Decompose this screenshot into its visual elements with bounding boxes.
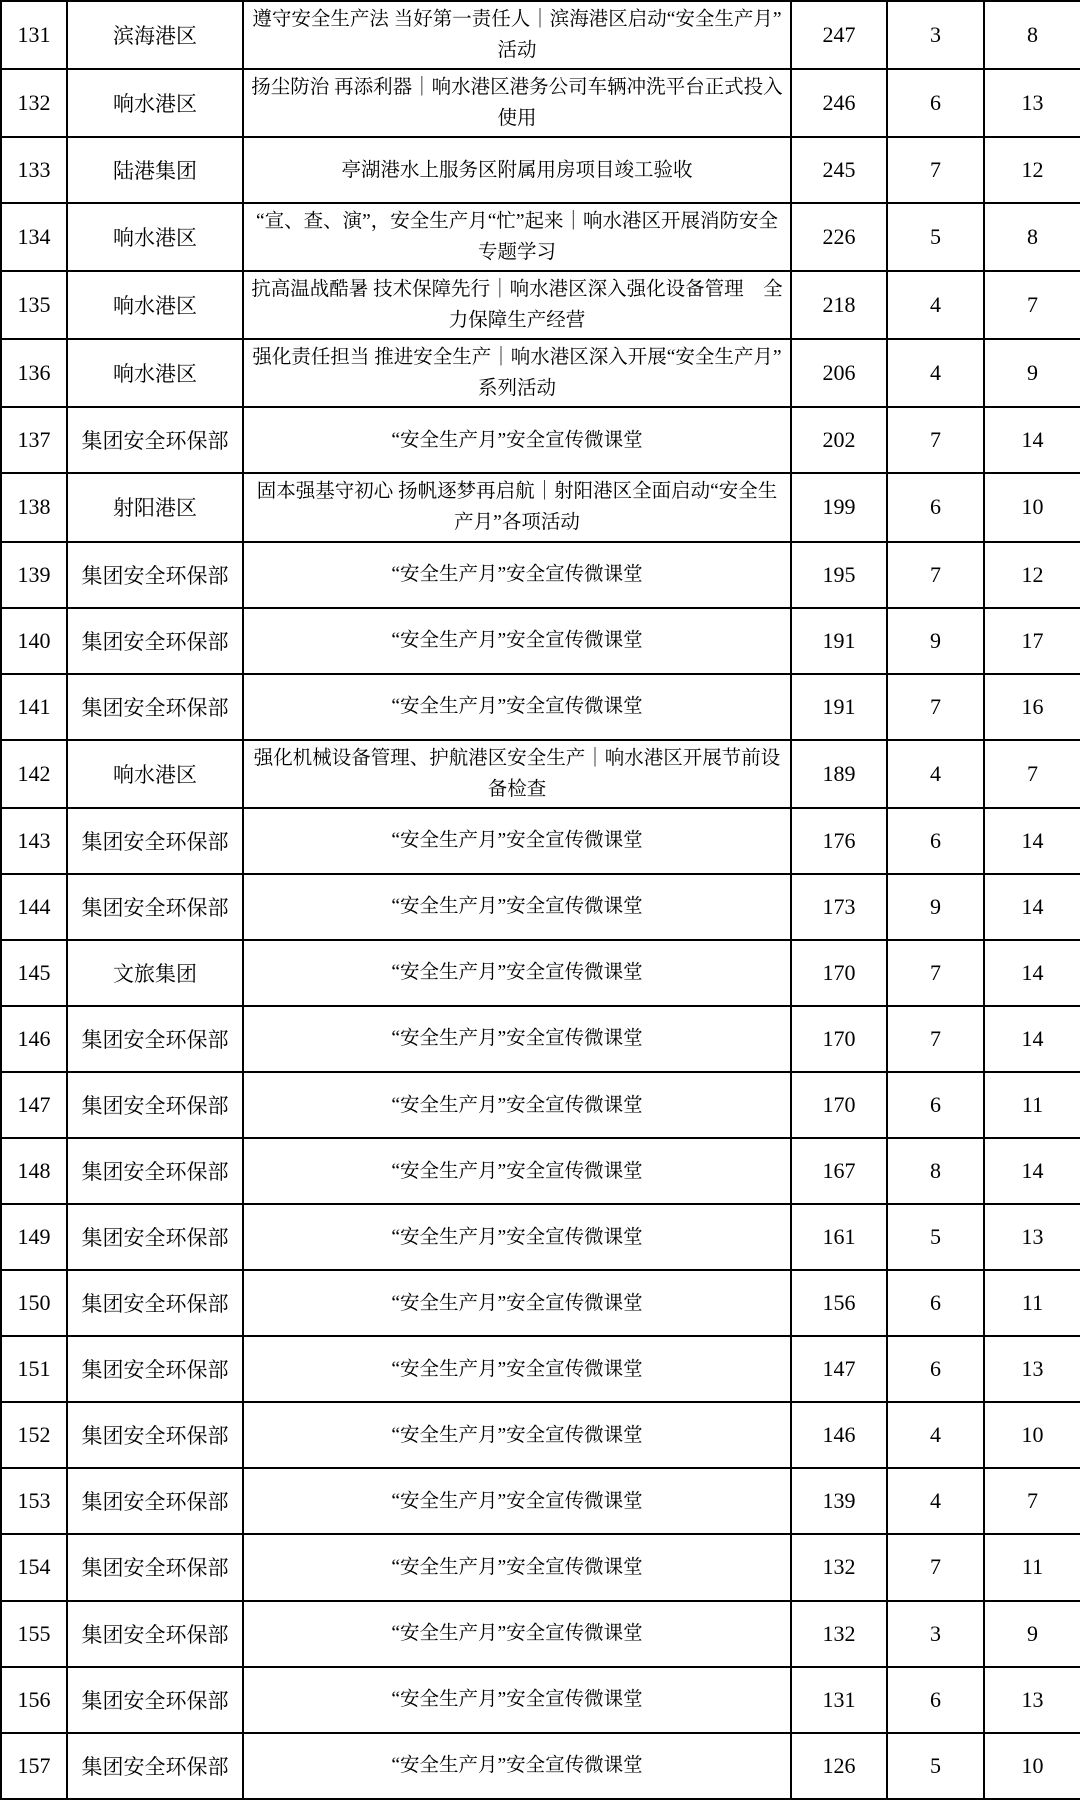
cell-metric-2: 6 <box>887 1072 984 1138</box>
cell-row-number: 135 <box>1 271 67 339</box>
cell-article-title: 扬尘防治 再添利器｜响水港区港务公司车辆冲洗平台正式投入使用 <box>243 69 791 137</box>
cell-article-title: “安全生产月”安全宣传微课堂 <box>243 1468 791 1534</box>
table-row <box>1 1534 1080 1600</box>
cell-department: 集团安全环保部 <box>67 1601 243 1667</box>
cell-metric-1: 146 <box>791 1402 887 1468</box>
cell-department: 响水港区 <box>67 740 243 808</box>
cell-metric-1: 191 <box>791 608 887 674</box>
cell-department: 文旅集团 <box>67 940 243 1006</box>
cell-metric-1: 173 <box>791 874 887 940</box>
cell-department: 响水港区 <box>67 339 243 407</box>
cell-article-title: “安全生产月”安全宣传微课堂 <box>243 674 791 740</box>
table-row <box>1 407 1080 473</box>
table-row <box>1 1072 1080 1138</box>
cell-metric-3: 14 <box>984 1138 1080 1204</box>
cell-metric-1: 170 <box>791 940 887 1006</box>
cell-row-number: 154 <box>1 1534 67 1600</box>
cell-row-number: 138 <box>1 473 67 541</box>
table-row <box>1 940 1080 1006</box>
cell-article-title: “安全生产月”安全宣传微课堂 <box>243 1072 791 1138</box>
cell-metric-1: 199 <box>791 473 887 541</box>
cell-metric-1: 131 <box>791 1667 887 1733</box>
cell-metric-3: 10 <box>984 473 1080 541</box>
cell-article-title: “安全生产月”安全宣传微课堂 <box>243 1534 791 1600</box>
cell-row-number: 145 <box>1 940 67 1006</box>
table-row <box>1 674 1080 740</box>
table-row <box>1 1402 1080 1468</box>
cell-metric-3: 10 <box>984 1402 1080 1468</box>
cell-article-title: 亭湖港水上服务区附属用房项目竣工验收 <box>243 137 791 203</box>
cell-article-title: 强化责任担当 推进安全生产｜响水港区深入开展“安全生产月”系列活动 <box>243 339 791 407</box>
cell-department: 集团安全环保部 <box>67 1667 243 1733</box>
table-row <box>1 1733 1080 1799</box>
table-row <box>1 1006 1080 1072</box>
cell-metric-2: 3 <box>887 1601 984 1667</box>
table-row <box>1 1468 1080 1534</box>
cell-metric-3: 14 <box>984 874 1080 940</box>
cell-metric-3: 7 <box>984 1468 1080 1534</box>
cell-metric-3: 13 <box>984 1204 1080 1270</box>
cell-row-number: 147 <box>1 1072 67 1138</box>
cell-metric-2: 6 <box>887 808 984 874</box>
report-table-body <box>1 1 1080 1799</box>
cell-metric-1: 161 <box>791 1204 887 1270</box>
table-row <box>1 1138 1080 1204</box>
cell-department: 响水港区 <box>67 69 243 137</box>
cell-metric-2: 9 <box>887 874 984 940</box>
cell-article-title: “安全生产月”安全宣传微课堂 <box>243 1204 791 1270</box>
cell-metric-1: 202 <box>791 407 887 473</box>
table-row <box>1 339 1080 407</box>
cell-metric-1: 246 <box>791 69 887 137</box>
cell-row-number: 157 <box>1 1733 67 1799</box>
cell-row-number: 136 <box>1 339 67 407</box>
cell-article-title: “安全生产月”安全宣传微课堂 <box>243 1733 791 1799</box>
cell-row-number: 134 <box>1 203 67 271</box>
cell-row-number: 149 <box>1 1204 67 1270</box>
table-row <box>1 1667 1080 1733</box>
cell-department: 集团安全环保部 <box>67 1006 243 1072</box>
cell-department: 集团安全环保部 <box>67 608 243 674</box>
cell-department: 集团安全环保部 <box>67 1733 243 1799</box>
table-row <box>1 808 1080 874</box>
cell-metric-2: 8 <box>887 1138 984 1204</box>
cell-article-title: “安全生产月”安全宣传微课堂 <box>243 1336 791 1402</box>
cell-metric-3: 8 <box>984 1 1080 69</box>
cell-article-title: 固本强基守初心 扬帆逐梦再启航｜射阳港区全面启动“安全生产月”各项活动 <box>243 473 791 541</box>
cell-metric-1: 245 <box>791 137 887 203</box>
cell-metric-3: 14 <box>984 808 1080 874</box>
cell-article-title: “安全生产月”安全宣传微课堂 <box>243 1402 791 1468</box>
cell-metric-1: 189 <box>791 740 887 808</box>
cell-metric-1: 218 <box>791 271 887 339</box>
cell-department: 集团安全环保部 <box>67 1138 243 1204</box>
cell-metric-2: 5 <box>887 203 984 271</box>
cell-metric-2: 6 <box>887 1667 984 1733</box>
cell-metric-3: 14 <box>984 1006 1080 1072</box>
table-row <box>1 137 1080 203</box>
cell-department: 集团安全环保部 <box>67 542 243 608</box>
cell-row-number: 133 <box>1 137 67 203</box>
table-row <box>1 1204 1080 1270</box>
cell-metric-2: 6 <box>887 1270 984 1336</box>
cell-department: 集团安全环保部 <box>67 874 243 940</box>
cell-metric-1: 176 <box>791 808 887 874</box>
cell-metric-1: 167 <box>791 1138 887 1204</box>
cell-row-number: 143 <box>1 808 67 874</box>
cell-metric-2: 7 <box>887 1534 984 1600</box>
cell-metric-2: 4 <box>887 271 984 339</box>
cell-metric-3: 12 <box>984 542 1080 608</box>
cell-metric-1: 132 <box>791 1601 887 1667</box>
cell-metric-2: 6 <box>887 69 984 137</box>
cell-row-number: 156 <box>1 1667 67 1733</box>
cell-row-number: 148 <box>1 1138 67 1204</box>
cell-metric-2: 5 <box>887 1733 984 1799</box>
table-row <box>1 542 1080 608</box>
cell-metric-3: 17 <box>984 608 1080 674</box>
cell-department: 滨海港区 <box>67 1 243 69</box>
cell-metric-2: 4 <box>887 1468 984 1534</box>
cell-metric-3: 8 <box>984 203 1080 271</box>
cell-metric-2: 4 <box>887 740 984 808</box>
cell-article-title: “安全生产月”安全宣传微课堂 <box>243 1601 791 1667</box>
cell-metric-1: 156 <box>791 1270 887 1336</box>
cell-article-title: “安全生产月”安全宣传微课堂 <box>243 940 791 1006</box>
cell-metric-3: 11 <box>984 1270 1080 1336</box>
cell-metric-2: 3 <box>887 1 984 69</box>
cell-row-number: 131 <box>1 1 67 69</box>
cell-department: 集团安全环保部 <box>67 808 243 874</box>
table-row <box>1 1 1080 69</box>
cell-metric-2: 7 <box>887 407 984 473</box>
cell-metric-3: 13 <box>984 1336 1080 1402</box>
cell-article-title: “安全生产月”安全宣传微课堂 <box>243 542 791 608</box>
cell-department: 集团安全环保部 <box>67 407 243 473</box>
cell-row-number: 132 <box>1 69 67 137</box>
cell-row-number: 140 <box>1 608 67 674</box>
cell-metric-3: 10 <box>984 1733 1080 1799</box>
cell-department: 集团安全环保部 <box>67 674 243 740</box>
cell-article-title: “安全生产月”安全宣传微课堂 <box>243 1006 791 1072</box>
cell-metric-1: 206 <box>791 339 887 407</box>
cell-metric-3: 11 <box>984 1534 1080 1600</box>
cell-metric-3: 14 <box>984 940 1080 1006</box>
cell-department: 陆港集团 <box>67 137 243 203</box>
cell-metric-1: 170 <box>791 1072 887 1138</box>
table-row <box>1 69 1080 137</box>
cell-article-title: “安全生产月”安全宣传微课堂 <box>243 1138 791 1204</box>
cell-metric-1: 126 <box>791 1733 887 1799</box>
cell-metric-3: 11 <box>984 1072 1080 1138</box>
cell-row-number: 142 <box>1 740 67 808</box>
cell-metric-1: 247 <box>791 1 887 69</box>
table-row <box>1 608 1080 674</box>
table-row <box>1 473 1080 541</box>
cell-metric-1: 191 <box>791 674 887 740</box>
cell-department: 集团安全环保部 <box>67 1072 243 1138</box>
table-row <box>1 203 1080 271</box>
cell-article-title: “安全生产月”安全宣传微课堂 <box>243 808 791 874</box>
cell-department: 响水港区 <box>67 203 243 271</box>
cell-department: 响水港区 <box>67 271 243 339</box>
cell-metric-2: 7 <box>887 1006 984 1072</box>
cell-row-number: 153 <box>1 1468 67 1534</box>
cell-department: 集团安全环保部 <box>67 1534 243 1600</box>
cell-article-title: “安全生产月”安全宣传微课堂 <box>243 874 791 940</box>
cell-metric-2: 4 <box>887 1402 984 1468</box>
table-row <box>1 1601 1080 1667</box>
cell-metric-3: 9 <box>984 339 1080 407</box>
cell-article-title: “安全生产月”安全宣传微课堂 <box>243 407 791 473</box>
cell-department: 集团安全环保部 <box>67 1204 243 1270</box>
cell-article-title: 抗高温战酷暑 技术保障先行｜响水港区深入强化设备管理 全力保障生产经营 <box>243 271 791 339</box>
cell-article-title: “宣、查、演”，安全生产月“忙”起来｜响水港区开展消防安全专题学习 <box>243 203 791 271</box>
cell-metric-2: 7 <box>887 137 984 203</box>
table-row <box>1 740 1080 808</box>
cell-row-number: 144 <box>1 874 67 940</box>
cell-metric-1: 170 <box>791 1006 887 1072</box>
cell-metric-3: 13 <box>984 1667 1080 1733</box>
cell-article-title: 遵守安全生产法 当好第一责任人｜滨海港区启动“安全生产月”活动 <box>243 1 791 69</box>
table-row <box>1 874 1080 940</box>
cell-article-title: 强化机械设备管理、护航港区安全生产｜响水港区开展节前设备检查 <box>243 740 791 808</box>
cell-metric-2: 7 <box>887 542 984 608</box>
cell-row-number: 141 <box>1 674 67 740</box>
cell-metric-3: 9 <box>984 1601 1080 1667</box>
cell-metric-3: 16 <box>984 674 1080 740</box>
cell-department: 集团安全环保部 <box>67 1402 243 1468</box>
cell-metric-1: 139 <box>791 1468 887 1534</box>
cell-article-title: “安全生产月”安全宣传微课堂 <box>243 1270 791 1336</box>
cell-metric-1: 226 <box>791 203 887 271</box>
table-row <box>1 1270 1080 1336</box>
cell-row-number: 151 <box>1 1336 67 1402</box>
cell-row-number: 152 <box>1 1402 67 1468</box>
cell-row-number: 155 <box>1 1601 67 1667</box>
table-row <box>1 1336 1080 1402</box>
cell-row-number: 150 <box>1 1270 67 1336</box>
cell-metric-2: 6 <box>887 1336 984 1402</box>
cell-metric-3: 7 <box>984 271 1080 339</box>
cell-metric-2: 4 <box>887 339 984 407</box>
cell-metric-2: 9 <box>887 608 984 674</box>
cell-metric-3: 12 <box>984 137 1080 203</box>
cell-metric-2: 7 <box>887 940 984 1006</box>
cell-metric-1: 132 <box>791 1534 887 1600</box>
cell-metric-3: 14 <box>984 407 1080 473</box>
cell-metric-1: 195 <box>791 542 887 608</box>
cell-row-number: 139 <box>1 542 67 608</box>
cell-metric-2: 7 <box>887 674 984 740</box>
cell-row-number: 137 <box>1 407 67 473</box>
cell-department: 集团安全环保部 <box>67 1468 243 1534</box>
cell-metric-1: 147 <box>791 1336 887 1402</box>
cell-article-title: “安全生产月”安全宣传微课堂 <box>243 608 791 674</box>
cell-department: 集团安全环保部 <box>67 1270 243 1336</box>
cell-department: 射阳港区 <box>67 473 243 541</box>
cell-metric-3: 13 <box>984 69 1080 137</box>
cell-metric-3: 7 <box>984 740 1080 808</box>
cell-department: 集团安全环保部 <box>67 1336 243 1402</box>
table-row <box>1 271 1080 339</box>
cell-metric-2: 5 <box>887 1204 984 1270</box>
cell-metric-2: 6 <box>887 473 984 541</box>
cell-row-number: 146 <box>1 1006 67 1072</box>
cell-article-title: “安全生产月”安全宣传微课堂 <box>243 1667 791 1733</box>
